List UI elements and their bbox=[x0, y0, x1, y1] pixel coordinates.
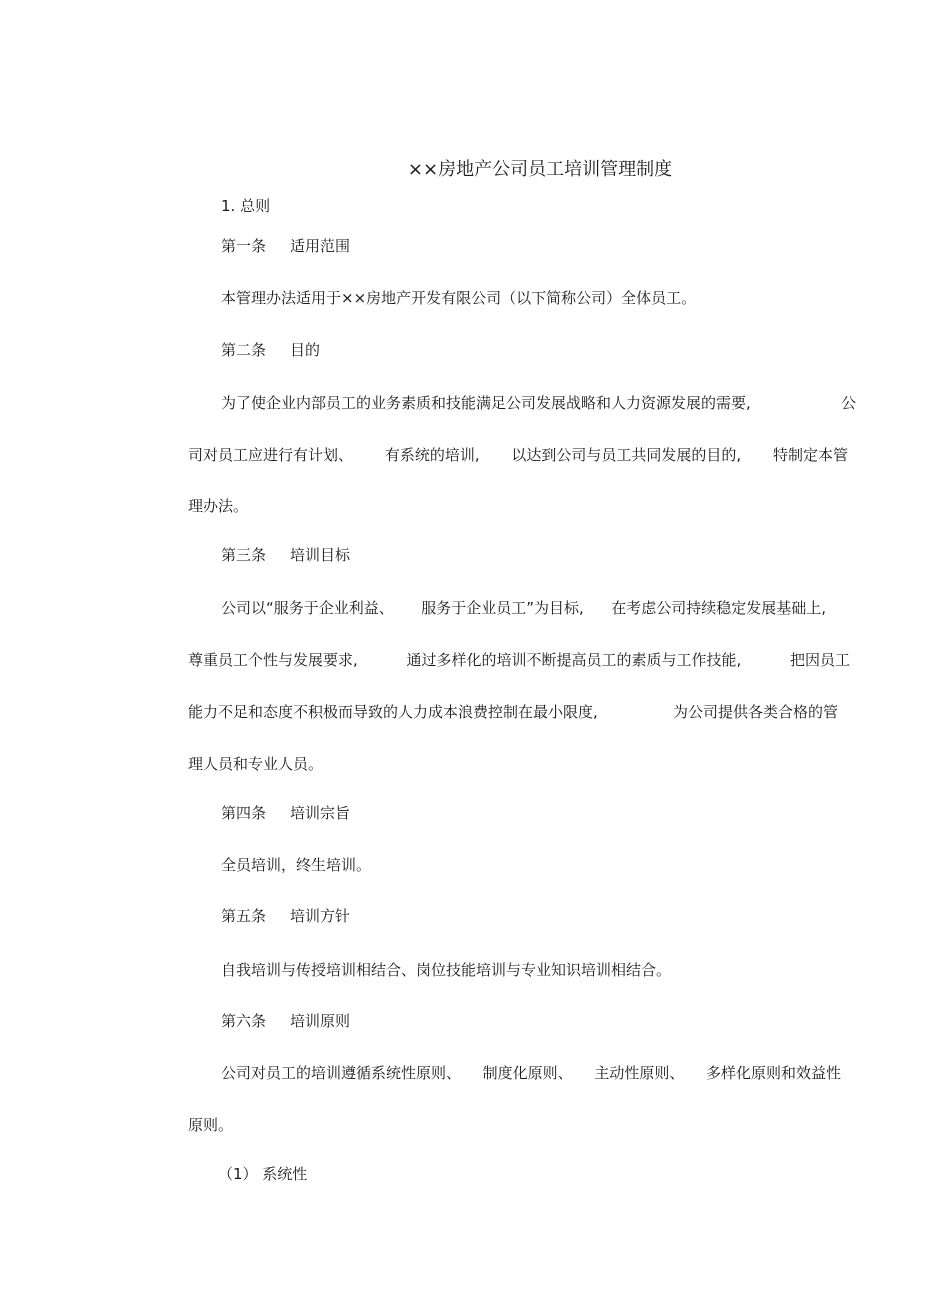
article-6-heading bbox=[221, 1011, 350, 1031]
text-fragment: 能力不足和态度不积极而导致的人力成本浪费控制在最小限度, bbox=[188, 703, 598, 721]
article-2-number: 第二条 bbox=[221, 341, 267, 359]
article-6-number: 第六条 bbox=[221, 1012, 267, 1030]
article-2-line-1 bbox=[221, 393, 856, 413]
text-fragment: 通过多样化的培训不断提高员工的素质与工作技能, bbox=[406, 651, 742, 669]
text-fragment: 公司对员工的培训遵循系统性原则、 bbox=[221, 1064, 462, 1082]
text-fragment: 服务于企业员工”为目标, bbox=[421, 599, 584, 617]
article-4-name: 培训宗旨 bbox=[290, 804, 351, 822]
text-fragment: 把因员工 bbox=[789, 651, 850, 669]
article-2-name: 目的 bbox=[290, 341, 321, 359]
text-fragment: 以达到公司与员工共同发展的目的, bbox=[511, 446, 742, 464]
article-5-number: 第五条 bbox=[221, 907, 267, 925]
text-fragment: 多样化原则和效益性 bbox=[705, 1064, 841, 1082]
article-1-heading bbox=[221, 236, 350, 256]
article-5-heading bbox=[221, 906, 350, 926]
article-2-line-3: 理办法。 bbox=[188, 497, 249, 515]
document-title: ××房地产公司员工培训管理制度 bbox=[407, 159, 673, 180]
text-fragment: 在考虑公司持续稳定发展基础上, bbox=[611, 599, 826, 617]
article-1-number: 第一条 bbox=[221, 237, 267, 255]
article-2-heading bbox=[221, 340, 320, 360]
text-fragment: 公司以“服务于企业利益、 bbox=[221, 599, 394, 617]
list-item-systematic: （1） 系统性 bbox=[218, 1165, 308, 1183]
article-6-line-2: 原则。 bbox=[188, 1116, 234, 1134]
text-fragment: 公 bbox=[840, 394, 856, 412]
article-3-line-4: 理人员和专业人员。 bbox=[188, 755, 324, 773]
text-fragment: 主动性原则、 bbox=[594, 1064, 685, 1082]
article-2-line-2 bbox=[188, 445, 848, 465]
article-5-name: 培训方针 bbox=[290, 907, 351, 925]
article-6-name: 培训原则 bbox=[290, 1012, 351, 1030]
text-fragment: 有系统的培训, bbox=[384, 446, 480, 464]
article-3-line-3 bbox=[188, 702, 838, 722]
article-3-line-1 bbox=[221, 598, 826, 618]
article-6-line-1 bbox=[221, 1063, 841, 1083]
text-fragment: 尊重员工个性与发展要求, bbox=[188, 651, 358, 669]
text-fragment: 为了使企业内部员工的业务素质和技能满足公司发展战略和人力资源发展的需要, bbox=[221, 394, 751, 412]
article-3-name: 培训目标 bbox=[290, 546, 351, 564]
article-3-heading bbox=[221, 545, 350, 565]
article-5-body: 自我培训与传授培训相结合、岗位技能培训与专业知识培训相结合。 bbox=[221, 961, 672, 979]
article-3-line-2 bbox=[188, 650, 850, 670]
text-fragment: 制度化原则、 bbox=[482, 1064, 573, 1082]
article-4-body: 全员培训，终生培训。 bbox=[221, 856, 372, 874]
text-fragment: 特制定本管 bbox=[772, 446, 848, 464]
text-fragment: 司对员工应进行有计划、 bbox=[188, 446, 354, 464]
article-1-name: 适用范围 bbox=[290, 237, 351, 255]
section-heading: 1. 总则 bbox=[221, 197, 271, 215]
article-4-number: 第四条 bbox=[221, 804, 267, 822]
article-3-number: 第三条 bbox=[221, 546, 267, 564]
text-fragment: 为公司提供各类合格的管 bbox=[672, 703, 838, 721]
article-4-heading bbox=[221, 803, 350, 823]
article-1-body: 本管理办法适用于××房地产开发有限公司（以下简称公司）全体员工。 bbox=[221, 289, 697, 307]
